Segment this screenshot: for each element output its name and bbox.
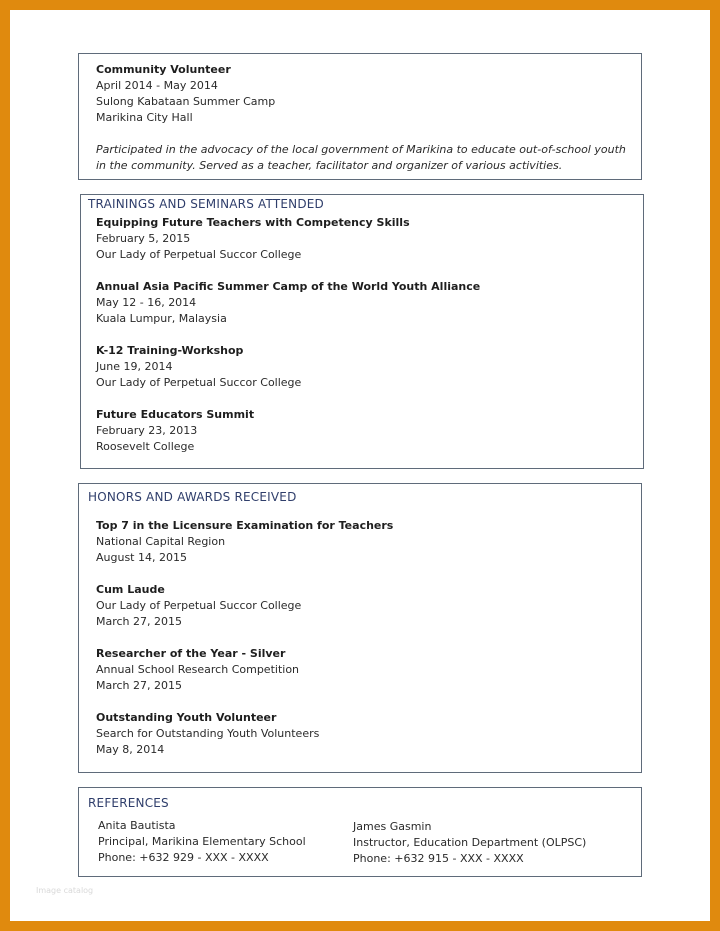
honors-section — [78, 483, 642, 773]
honor-date: March 27, 2015 — [96, 615, 183, 628]
volunteer-desc-line-1: Participated in the advocacy of the local government of Marikina to educate out-of-school youth — [96, 143, 626, 156]
trainings-section — [80, 194, 644, 469]
honor-item — [96, 518, 393, 566]
honor-date: August 14, 2015 — [96, 551, 187, 564]
training-date: June 19, 2014 — [96, 360, 173, 373]
volunteer-section — [78, 53, 642, 180]
volunteer-dates: April 2014 - May 2014 — [96, 79, 218, 92]
honor-date: May 8, 2014 — [96, 743, 165, 756]
honor-item — [96, 646, 299, 694]
honor-title: Cum Laude — [96, 583, 165, 596]
training-item — [96, 407, 254, 455]
reference-phone: Phone: +632 929 - XXX - XXXX — [98, 851, 269, 864]
volunteer-place: Marikina City Hall — [96, 111, 193, 124]
reference-entry — [353, 819, 586, 867]
reference-position: Principal, Marikina Elementary School — [98, 835, 306, 848]
reference-entry — [98, 818, 306, 866]
training-venue: Our Lady of Perpetual Succor College — [96, 376, 302, 389]
training-venue: Our Lady of Perpetual Succor College — [96, 248, 302, 261]
volunteer-description — [96, 142, 626, 174]
training-item — [96, 279, 480, 327]
training-date: May 12 - 16, 2014 — [96, 296, 197, 309]
honor-detail: Search for Outstanding Youth Volunteers — [96, 727, 320, 740]
honor-title: Researcher of the Year - Silver — [96, 647, 286, 660]
honor-date: March 27, 2015 — [96, 679, 183, 692]
reference-position: Instructor, Education Department (OLPSC) — [353, 836, 587, 849]
references-heading: REFERENCES — [88, 796, 169, 810]
references-section — [78, 787, 642, 877]
training-date: February 23, 2013 — [96, 424, 198, 437]
reference-name: Anita Bautista — [98, 819, 176, 832]
reference-name: James Gasmin — [353, 820, 432, 833]
training-item — [96, 215, 410, 263]
volunteer-org: Sulong Kabataan Summer Camp — [96, 95, 276, 108]
resume-page — [10, 10, 710, 921]
watermark: Image catalog — [36, 886, 94, 895]
volunteer-entry — [96, 62, 275, 126]
training-date: February 5, 2015 — [96, 232, 191, 245]
honor-detail: National Capital Region — [96, 535, 226, 548]
training-item — [96, 343, 301, 391]
honor-item — [96, 582, 301, 630]
training-venue: Kuala Lumpur, Malaysia — [96, 312, 227, 325]
volunteer-title: Community Volunteer — [96, 63, 231, 76]
volunteer-desc-line-2: in the community. Served as a teacher, facilitator and organizer of various activities. — [96, 159, 563, 172]
honor-detail: Annual School Research Competition — [96, 663, 300, 676]
training-title: Annual Asia Pacific Summer Camp of the World Youth Alliance — [96, 280, 481, 293]
honor-title: Outstanding Youth Volunteer — [96, 711, 277, 724]
training-title: K-12 Training-Workshop — [96, 344, 244, 357]
honor-item — [96, 710, 319, 758]
training-title: Future Educators Summit — [96, 408, 255, 421]
training-venue: Roosevelt College — [96, 440, 195, 453]
reference-phone: Phone: +632 915 - XXX - XXXX — [353, 852, 524, 865]
honor-title: Top 7 in the Licensure Examination for Teachers — [96, 519, 394, 532]
trainings-heading: TRAININGS AND SEMINARS ATTENDED — [88, 197, 324, 211]
honors-heading: HONORS AND AWARDS RECEIVED — [88, 490, 297, 504]
training-title: Equipping Future Teachers with Competency Skills — [96, 216, 410, 229]
honor-detail: Our Lady of Perpetual Succor College — [96, 599, 302, 612]
